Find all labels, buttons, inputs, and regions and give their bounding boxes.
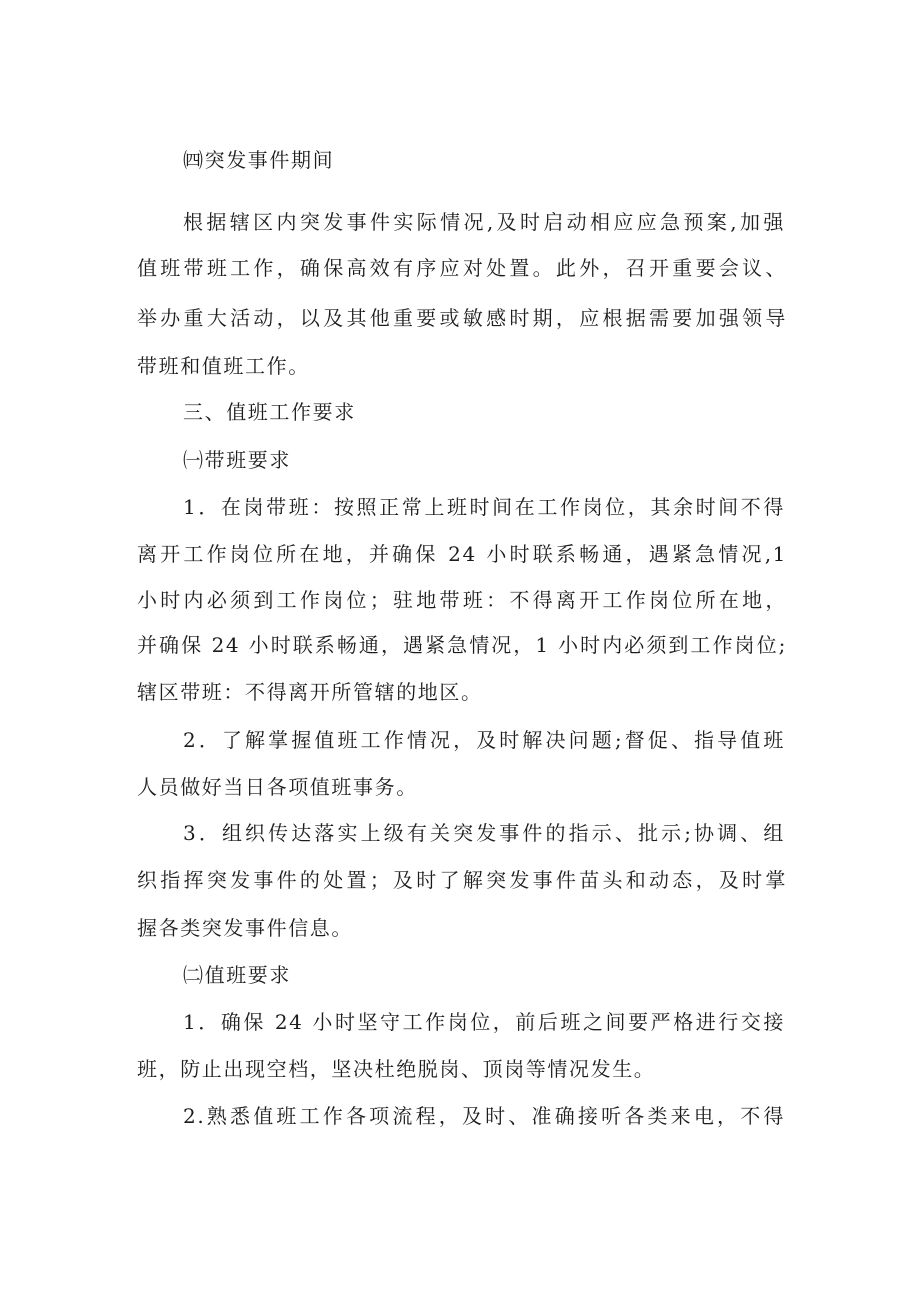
- paragraph-line: 人员做好当日各项值班事务。: [137, 775, 418, 799]
- paragraph-line: 1．在岗带班：按照正常上班时间在工作岗位，其余时间不得: [183, 495, 785, 519]
- chapter-heading-duty-requirements: 三、值班工作要求: [183, 400, 356, 424]
- paragraph-line: 根据辖区内突发事件实际情况,及时启动相应应急预案,加强: [183, 210, 785, 234]
- section-heading-emergency-period: ㈣突发事件期间: [183, 148, 335, 172]
- paragraph-line: 3．组织传达落实上级有关突发事件的指示、批示;协调、组: [183, 821, 785, 845]
- paragraph-line: 小时内必须到工作岗位；驻地带班：不得离开工作岗位所在地，: [137, 588, 787, 612]
- paragraph-line: 2．了解掌握值班工作情况，及时解决问题;督促、指导值班: [183, 728, 785, 752]
- section-heading-duty-requirements: ㈡值班要求: [183, 963, 291, 987]
- paragraph-line: 班，防止出现空档，坚决杜绝脱岗、顶岗等情况发生。: [137, 1057, 656, 1081]
- paragraph-line: 1．确保 24 小时坚守工作岗位，前后班之间要严格进行交接: [183, 1010, 785, 1034]
- paragraph-line: 织指挥突发事件的处置；及时了解突发事件苗头和动态，及时掌: [137, 868, 787, 892]
- paragraph-line: 带班和值班工作。: [137, 354, 310, 378]
- paragraph-line: 举办重大活动，以及其他重要或敏感时期，应根据需要加强领导: [137, 306, 787, 330]
- paragraph-line: 辖区带班：不得离开所管辖的地区。: [137, 680, 483, 704]
- paragraph-line: 值班带班工作，确保高效有序应对处置。此外，召开重要会议、: [137, 256, 787, 280]
- paragraph-line: 并确保 24 小时联系畅通，遇紧急情况，1 小时内必须到工作岗位;: [137, 633, 787, 657]
- paragraph-line: 握各类突发事件信息。: [137, 916, 353, 940]
- paragraph-line: 2.熟悉值班工作各项流程，及时、准确接听各类来电，不得: [183, 1104, 785, 1128]
- section-heading-leader-requirements: ㈠带班要求: [183, 448, 291, 472]
- paragraph-line: 离开工作岗位所在地，并确保 24 小时联系畅通，遇紧急情况,1: [137, 542, 787, 566]
